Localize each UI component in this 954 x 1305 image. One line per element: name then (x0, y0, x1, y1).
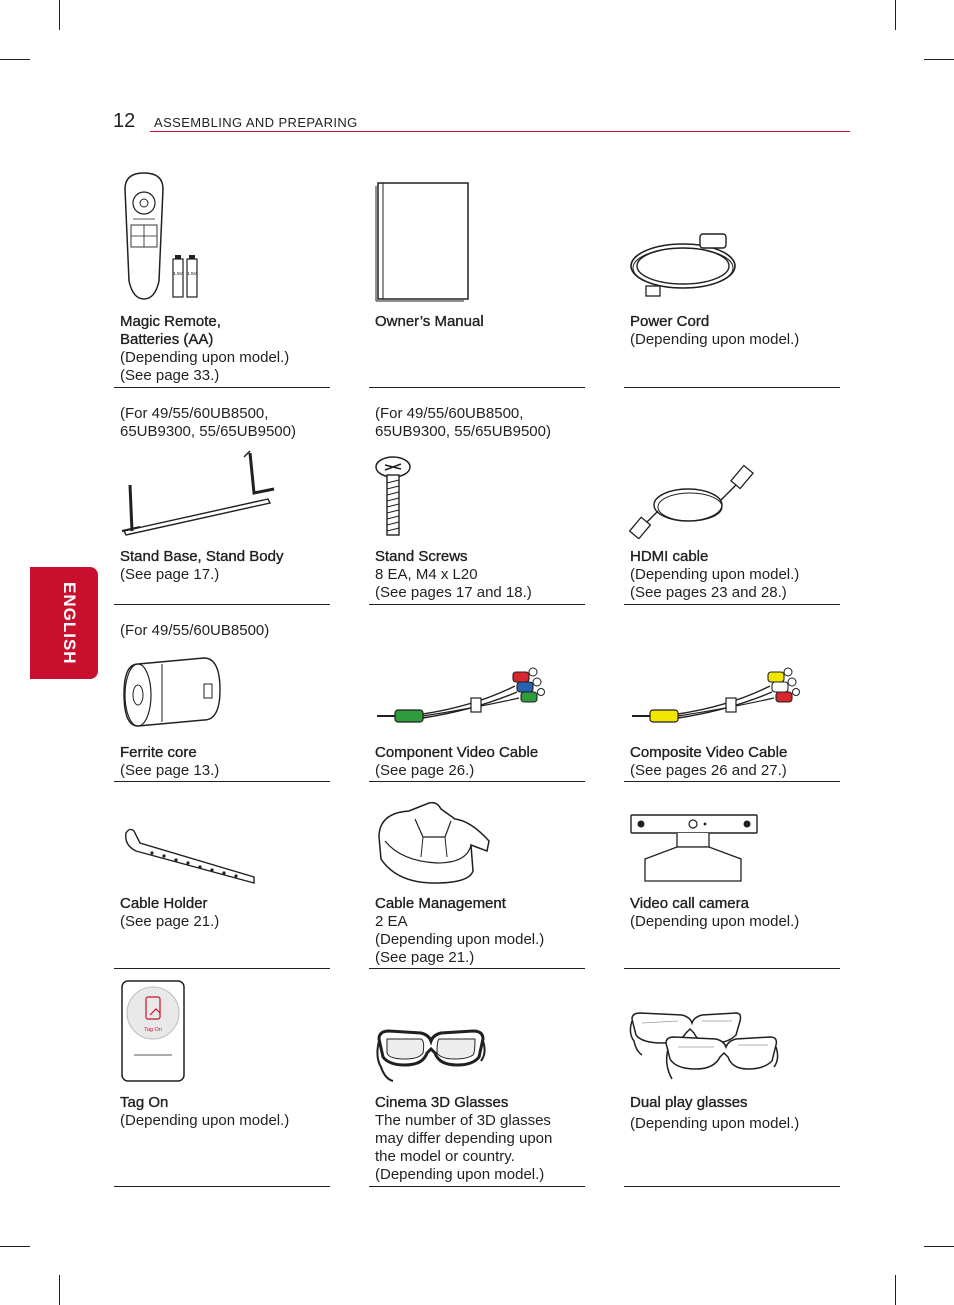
item-detail: (Depending upon model.) (630, 566, 800, 583)
item-name: Magic Remote, (120, 313, 221, 330)
item-magic-remote (114, 165, 330, 388)
item-dual-play-glasses (624, 975, 840, 1187)
row-divider (369, 1186, 585, 1187)
item-precondition (120, 405, 296, 441)
item-text (120, 313, 289, 385)
item-detail: (See pages 23 and 28.) (630, 584, 787, 601)
item-name: Stand Screws (375, 548, 468, 565)
item-precondition (375, 405, 551, 441)
item-name: Video call camera (630, 895, 749, 912)
item-text (630, 548, 799, 602)
item-detail: (See page 26.) (375, 762, 475, 779)
dual-play-glasses-icon (628, 1009, 782, 1085)
item-text (120, 1094, 289, 1130)
item-precondition (120, 622, 269, 640)
tag-on-icon (120, 979, 186, 1083)
item-detail: (Depending upon model.) (630, 331, 800, 348)
item-name-line2: Batteries (AA) (120, 331, 214, 348)
item-detail: (See pages 26 and 27.) (630, 762, 787, 779)
model-note: (For 49/55/60UB8500, (375, 405, 524, 422)
screw-icon (373, 455, 413, 539)
item-stand-base (114, 405, 330, 605)
item-name: Cable Management (375, 895, 506, 912)
composite-cable-icon (630, 662, 800, 726)
model-note: (For 49/55/60UB8500, (120, 405, 269, 422)
row-divider (624, 387, 840, 388)
battery-label: 1.5V (187, 271, 197, 276)
item-text (375, 895, 544, 967)
item-text (630, 744, 787, 780)
crop-mark (924, 1246, 954, 1247)
item-detail: (Depending upon model.) (375, 1166, 545, 1183)
crop-mark (0, 1246, 30, 1247)
ferrite-core-icon (122, 654, 222, 728)
item-detail: (See page 33.) (120, 367, 220, 384)
item-composite-cable (624, 622, 840, 782)
page-number: 12 (113, 110, 136, 132)
item-name: Stand Base, Stand Body (120, 548, 284, 565)
cable-holder-icon (120, 825, 260, 887)
row-divider (369, 604, 585, 605)
stand-base-icon (118, 447, 278, 539)
battery-label: 1.5V (173, 271, 183, 276)
crop-mark (924, 59, 954, 60)
item-text (375, 744, 538, 780)
language-tab-label: ENGLISH (60, 581, 79, 665)
item-text (375, 548, 532, 602)
item-name: HDMI cable (630, 548, 709, 565)
item-detail: The number of 3D glasses (375, 1112, 551, 1129)
item-detail: (Depending upon model.) (120, 1112, 290, 1129)
item-detail: (See page 17.) (120, 566, 220, 583)
row-divider (114, 604, 330, 605)
crop-mark (895, 0, 896, 30)
item-detail: (Depending upon model.) (630, 913, 800, 930)
row-divider (114, 781, 330, 782)
item-stand-screws (369, 405, 585, 605)
item-name: Component Video Cable (375, 744, 539, 761)
item-detail: 8 EA, M4 x L20 (375, 566, 478, 583)
item-name: Composite Video Cable (630, 744, 788, 761)
crop-mark (59, 1275, 60, 1305)
component-cable-icon (375, 662, 545, 726)
item-detail: may differ depending upon (375, 1130, 553, 1147)
item-cable-holder (114, 795, 330, 969)
crop-mark (895, 1275, 896, 1305)
item-detail: (Depending upon model.) (120, 349, 290, 366)
item-cinema-3d-glasses (369, 975, 585, 1187)
item-detail: (See page 21.) (120, 913, 220, 930)
magic-remote-icon (119, 171, 209, 301)
item-ferrite-core (114, 622, 330, 782)
model-note: 65UB9300, 55/65UB9500) (120, 423, 296, 440)
item-tag-on (114, 975, 330, 1187)
hdmi-cable-icon (628, 463, 760, 539)
item-name: Owner’s Manual (375, 313, 484, 330)
item-text (375, 1094, 552, 1184)
item-name: Dual play glasses (630, 1094, 748, 1111)
row-divider (624, 1186, 840, 1187)
video-camera-icon (629, 813, 759, 885)
item-detail: the model or country. (375, 1148, 515, 1165)
item-component-cable (369, 622, 585, 782)
item-cable-management (369, 795, 585, 969)
manual-icon (374, 180, 474, 304)
item-name: Power Cord (630, 313, 710, 330)
item-name: Cinema 3D Glasses (375, 1094, 509, 1111)
item-name: Tag On (120, 1094, 169, 1111)
row-divider (114, 387, 330, 388)
item-detail: 2 EA (375, 913, 408, 930)
power-cord-icon (628, 230, 744, 302)
item-text (120, 895, 219, 931)
item-detail: (See page 21.) (375, 949, 475, 966)
item-detail: (Depending upon model.) (630, 1115, 800, 1132)
item-detail: (See pages 17 and 18.) (375, 584, 532, 601)
item-text (630, 895, 799, 931)
3d-glasses-icon (375, 1027, 487, 1087)
row-divider (624, 781, 840, 782)
row-divider (624, 604, 840, 605)
item-name: Ferrite core (120, 744, 197, 761)
row-divider (369, 387, 585, 388)
item-video-camera (624, 795, 840, 969)
item-text (120, 744, 219, 780)
item-power-cord (624, 165, 840, 388)
row-divider (624, 968, 840, 969)
row-divider (369, 968, 585, 969)
item-text (630, 313, 799, 349)
item-hdmi-cable (624, 405, 840, 605)
item-name: Cable Holder (120, 895, 208, 912)
item-text (120, 548, 283, 584)
header-rule (150, 131, 850, 132)
item-owners-manual (369, 165, 585, 388)
row-divider (369, 781, 585, 782)
item-detail: (Depending upon model.) (375, 931, 545, 948)
item-detail: (See page 13.) (120, 762, 220, 779)
tag-on-label: Tag On (144, 1027, 162, 1033)
crop-mark (0, 59, 30, 60)
model-note: 65UB9300, 55/65UB9500) (375, 423, 551, 440)
row-divider (114, 1186, 330, 1187)
model-note: (For 49/55/60UB8500) (120, 622, 270, 639)
row-divider (114, 968, 330, 969)
section-title: ASSEMBLING AND PREPARING (154, 115, 358, 130)
item-text (630, 1094, 799, 1133)
item-text (375, 313, 484, 331)
crop-mark (59, 0, 60, 30)
cable-management-icon (375, 797, 499, 889)
